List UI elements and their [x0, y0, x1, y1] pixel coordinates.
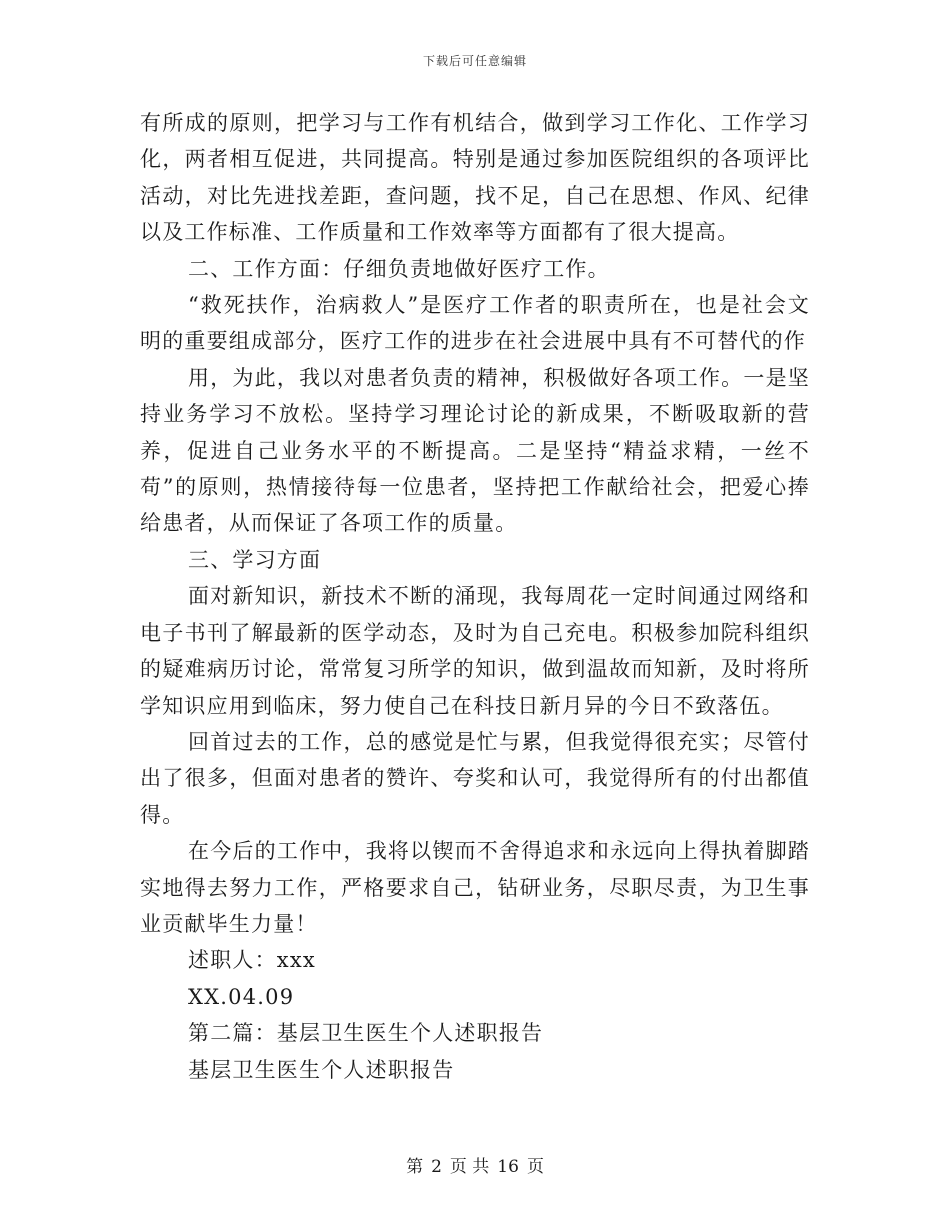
footer-middle: 页 共: [449, 1157, 490, 1177]
page-footer: [0, 1156, 950, 1178]
page-header: 下载后可任意编辑: [422, 54, 527, 68]
section-heading-work: 二、工作方面：仔细负责地做好医疗工作。: [188, 256, 610, 281]
total-pages-number: 16: [497, 1157, 519, 1177]
paragraph: “救死扶作，治病救人”是医疗工作者的职责所在，也是社会文明的重要组成部分，医疗工作的进步在社会进展中具有不可替代的作: [140, 293, 810, 354]
section-heading-study: 三、学习方面: [188, 547, 322, 572]
paragraph: 回首过去的工作，总的感觉是忙与累，但我觉得很充实；尽管付出了很多，但面对患者的赞许、夸奖和认可，我觉得所有的付出都值得。: [140, 729, 810, 827]
document-body: [140, 105, 810, 1088]
footer-prefix: 第: [406, 1157, 424, 1177]
paragraph: 面对新知识，新技术不断的涌现，我每周花一定时间通过网络和电子书刊了解最新的医学动态，及时为自己充电。积极参加院科组织的疑难病历讨论，常常复习所学的知识，做到温故而知新，及时将所学知识应用到临床，努力使自己在科技日新月异的今日不致落伍。: [140, 584, 810, 718]
date-line: XX.04.09: [188, 984, 295, 1009]
paragraph: 有所成的原则，把学习与工作有机结合，做到学习工作化、工作学习化，两者相互促进，共同提高。特别是通过参加医院组织的各项评比活动，对比先进找差距，查问题，找不足，自己在思想、作风、纪律以及工作标准、工作质量和工作效率等方面都有了很大提高。: [140, 111, 810, 245]
current-page-number: 2: [431, 1157, 442, 1177]
footer-suffix: 页: [526, 1157, 544, 1177]
reporter-line: 述职人：xxx: [188, 948, 316, 973]
report-title: 基层卫生医生个人述职报告: [188, 1057, 455, 1082]
chapter-heading: 第二篇：基层卫生医生个人述职报告: [188, 1021, 544, 1046]
paragraph: 在今后的工作中，我将以锲而不舍得追求和永远向上得执着脚踏实地得去努力工作，严格要求自己，钻研业务，尽职尽责，为卫生事业贡献毕生力量！: [140, 839, 810, 936]
paragraph: 用，为此，我以对患者负责的精神，积极做好各项工作。一是坚持业务学习不放松。坚持学习理论讨论的新成果，不断吸取新的营养，促进自己业务水平的不断提高。二是坚持“精益求精，一丝不苟”的原则，热情接待每一位患者，坚持把工作献给社会，把爱心捧给患者，从而保证了各项工作的质量。: [140, 365, 810, 536]
